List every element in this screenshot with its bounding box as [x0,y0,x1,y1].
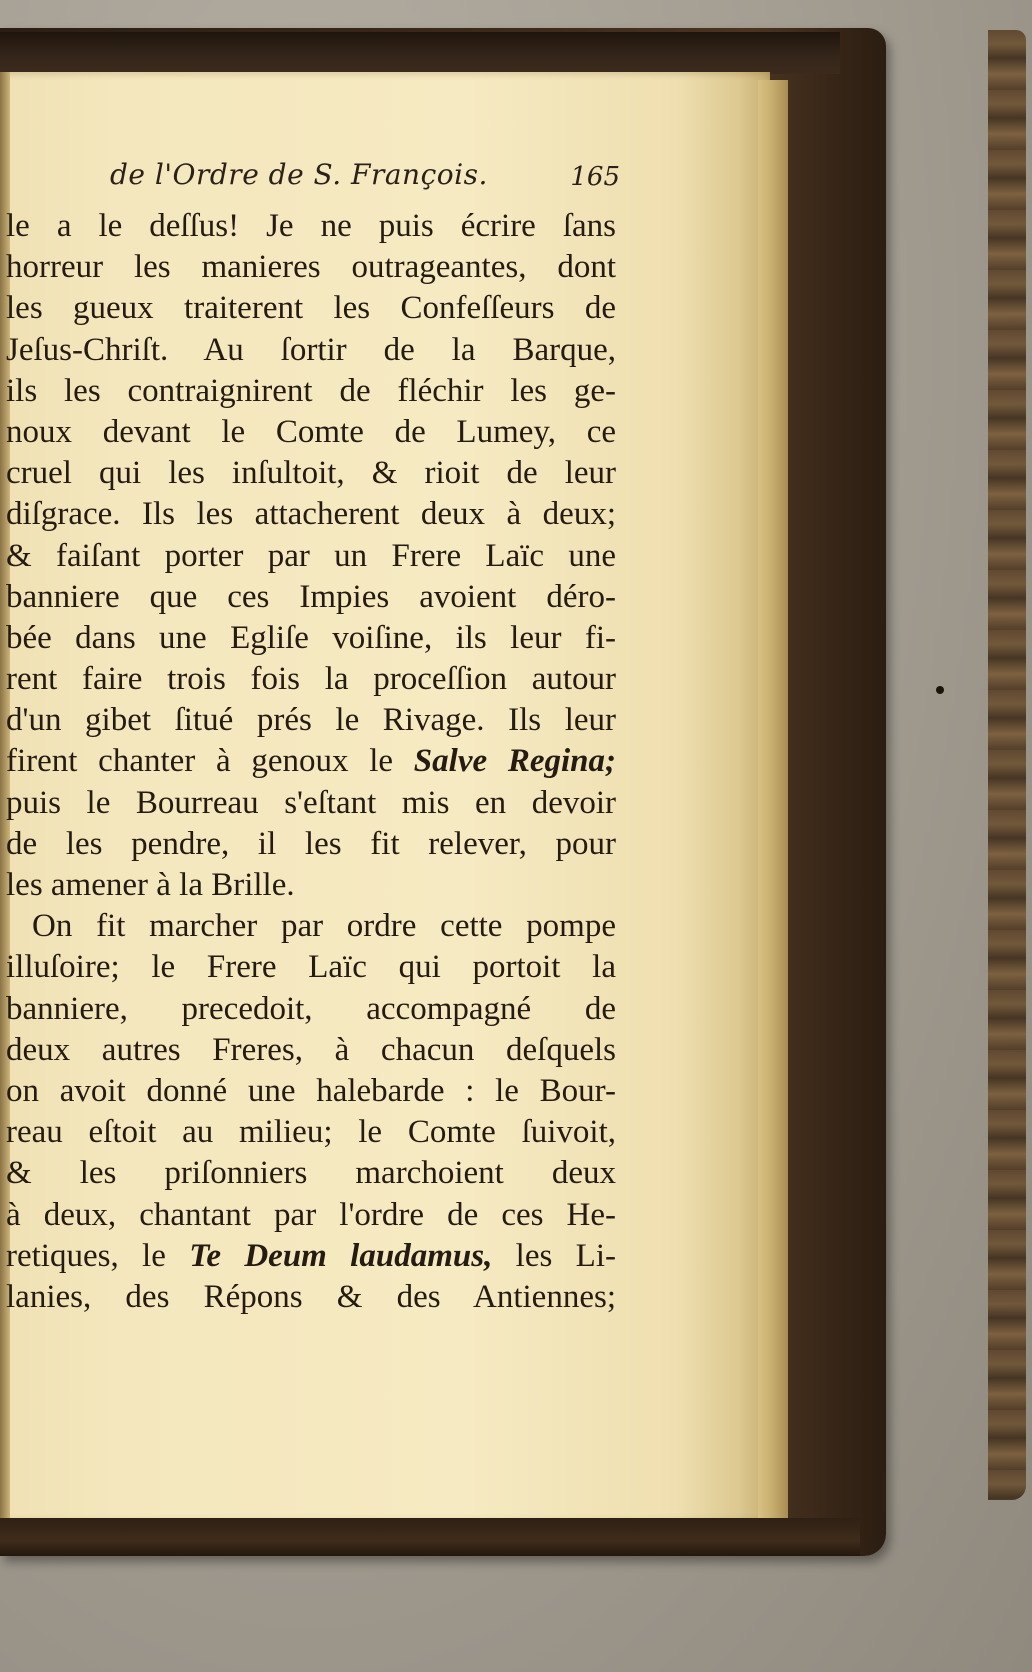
text-line: ils les contraignirent de fléchir les ge- [6,372,616,409]
italic-phrase: Salve Regina; [413,743,616,780]
text-line: diſgrace. Ils les attacherent deux à deux; [6,496,616,533]
text-line: on avoit donné une halebarde : le Bour- [6,1072,616,1109]
text-segment: les Li- [492,1237,616,1274]
background-speck [936,686,944,694]
text-line: banniere que ces Impies avoient déro- [6,578,616,615]
body-text [6,206,616,1318]
book-cover-edge [988,30,1026,1500]
text-line: lanies, des Répons & des Antiennes; [6,1278,616,1315]
running-title: de l'Ordre de S. François. [110,158,488,191]
text-line: rent faire trois fois la proceſſion autour [6,661,616,698]
text-line: deux autres Freres, à chacun deſquels [6,1031,616,1068]
text-line: banniere, precedoit, accompagné de [6,990,616,1027]
text-segment: firent chanter à genoux le [6,743,414,780]
book-bottom-binding [0,1518,860,1556]
book-top-binding [0,32,840,74]
text-line: reau eſtoit au milieu; le Comte ſuivoit, [6,1114,616,1151]
text-line [6,741,616,782]
page-gutter [758,80,788,1520]
text-line: & faiſant porter par un Frere Laïc une [6,537,616,574]
text-line: Jeſus-Chriſt. Au ſortir de la Barque, [6,331,616,368]
text-line: à deux, chantant par l'ordre de ces He- [6,1196,616,1233]
text-line: le a le deſſus! Je ne puis écrire ſans [6,208,616,244]
text-line: bée dans une Egliſe voiſine, ils leur fi- [6,619,616,656]
text-line: & les priſonniers marchoient deux [6,1155,616,1192]
text-line: noux devant le Comte de Lumey, ce [6,413,616,450]
text-line: les gueux traiterent les Confeſſeurs de [6,290,616,327]
text-line: d'un gibet ſitué prés le Rivage. Ils leur [6,702,616,739]
text-line [6,1236,616,1277]
text-line: puis le Bourreau s'eſtant mis en devoir [6,784,616,821]
italic-phrase: Te Deum laudamus, [189,1237,493,1274]
text-line: les amener à la Brille. [6,867,295,903]
running-head [100,158,620,202]
text-line: horreur les manieres outrageantes, dont [6,249,616,286]
text-segment: retiques, le [6,1237,190,1274]
page-number: 165 [570,162,620,192]
text-line: illuſoire; le Frere Laïc qui portoit la [6,949,616,986]
text-line: cruel qui les inſultoit, & rioit de leur [6,455,616,492]
text-line: de les pendre, il les fit relever, pour [6,825,616,862]
text-line: On fit marcher par ordre cette pompe [32,908,616,945]
